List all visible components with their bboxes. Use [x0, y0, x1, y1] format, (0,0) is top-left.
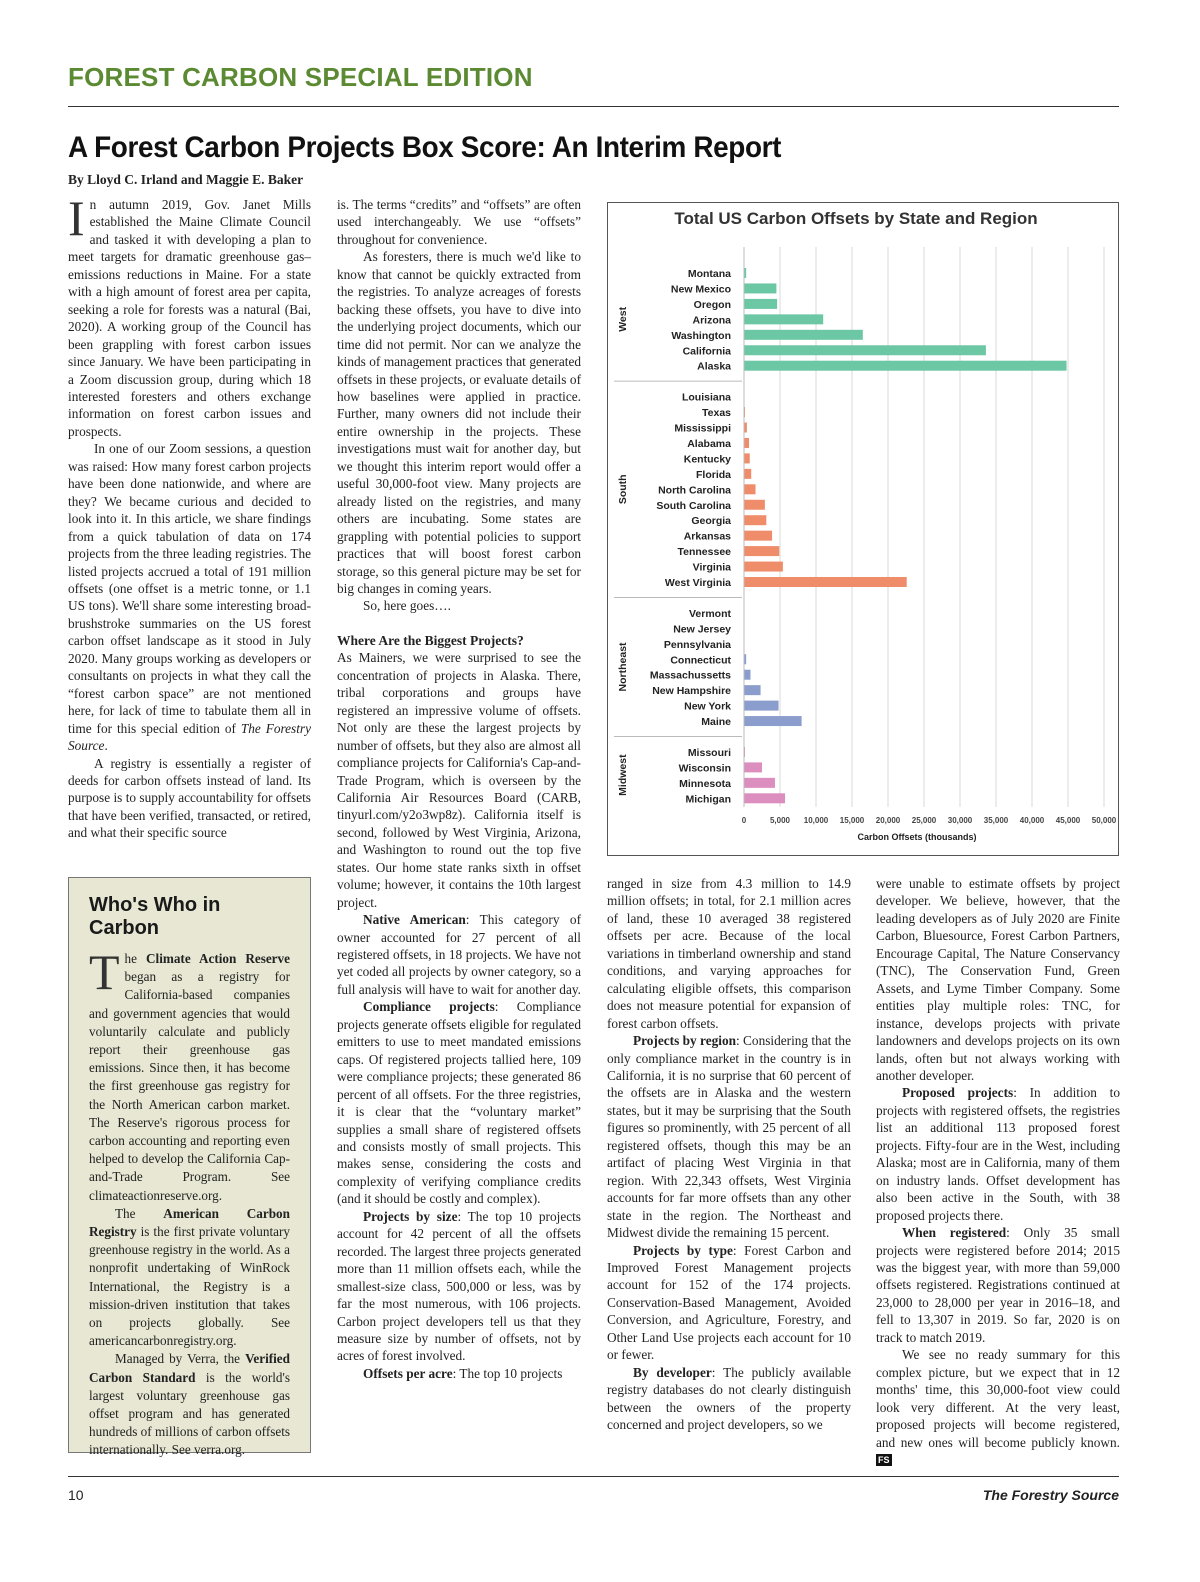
- chart-state-label: Arizona: [692, 314, 731, 327]
- chart-state-label: Missouri: [687, 746, 731, 759]
- chart-bar: [744, 500, 765, 510]
- chart-bar: [744, 577, 907, 587]
- chart-state-label: Virginia: [692, 561, 731, 574]
- chart-state-label: Pennsylvania: [663, 638, 731, 651]
- chart-bar: [744, 330, 863, 340]
- chart-state-label: New Hampshire: [652, 685, 731, 698]
- chart-tick-label: 30,000: [947, 816, 973, 825]
- chart-state-label: North Carolina: [658, 484, 731, 497]
- chart-state-label: South Carolina: [656, 499, 731, 512]
- chart-tick-label: 20,000: [875, 816, 901, 825]
- paragraph: Proposed projects: In addition to projects with registered offsets, the registries list an additional 113 proposed forest projects. Fifty-four are in the West, including Alaska; most are in California, many of them on industry lands. Offset development has also been active in the South, with 38 proposed projects there.: [876, 1085, 1121, 1223]
- article-title: A Forest Carbon Projects Box Score: An Interim Report: [68, 131, 782, 164]
- chart-region-label: South: [617, 474, 629, 505]
- chart-region-label: West: [617, 306, 629, 332]
- chart-bar: [744, 670, 750, 680]
- paragraph: We see no ready summary for this complex picture, but we expect that in 12 months' time, this 30,000-foot view could look very different. At the very least, proposed projects will become registered, and new ones will become publicly known. FS: [876, 1347, 1120, 1465]
- sidebar-paragraph: The Climate Action Reserve began as a registry for California-based companies and government agencies that would voluntarily calculate and publicly report their greenhouse gas emissions. Since then, it has become the first greenhouse gas registry for the North American carbon market. The Reserve's rigorous process for carbon accounting and reporting even helped to develop the California Cap-and-Trade Program. See climateactionreserve.org.: [89, 944, 290, 1203]
- paragraph: When registered: Only 35 small projects were registered before 2014; 2015 was the biggest year, with more than 59,000 offsets registered. Registrations continued at 23,000 to 28,000 per year in 2016–18, and fell to 13,307 in 2019. So far, 2020 is on track to match 2019.: [876, 1225, 1120, 1345]
- paragraph: Native American: This category of owner accounted for 27 percent of all registered offsets, in 18 projects. We have not yet coded all projects by owner category, so a full analysis will have to wait for another day.: [337, 912, 581, 997]
- column-2: [337, 196, 581, 1382]
- chart-bar: [744, 453, 750, 463]
- chart-state-label: Maine: [701, 716, 731, 729]
- paragraph: A registry is essentially a register of deeds for carbon offsets instead of land. Its purpose is to supply accountability for offsets that have been verified, transacted, or retired, and what their specific source: [68, 755, 311, 841]
- paragraph: So, here goes….: [363, 598, 451, 614]
- dropcap: I: [68, 190, 85, 246]
- chart-bar: [744, 314, 823, 324]
- paragraph: Projects by type: Forest Carbon and Improved Forest Management projects account for 152 of the 174 projects. Conservation-Based Management, Avoided Conversion, and Agriculture, Forestry, and Other Land Use projects each account for 10 or fewer.: [607, 1242, 851, 1363]
- chart-x-axis-label: Carbon Offsets (thousands): [857, 832, 977, 842]
- paragraph: In one of our Zoom sessions, a question was raised: How many forest carbon projects have been done nationwide, and where are they? We became curious and decided to look into it. In this article, we share findings from a quick tabulation of data on 174 projects from the three leading registries. The listed projects accrued a total of 191 million offsets (one offset is a metric tonne, or 1.1 US tons). We'll share some interesting broad-brushstroke summaries on the US forest carbon offset landscape as it stood in July 2020. Many groups working as developers or consultants on projects in what they call the “forest carbon space” are not mentioned here, for lack of time to tabulate them all in time for this special edition of The Forestry Source.: [68, 441, 311, 754]
- chart-bar: [744, 685, 761, 695]
- chart-state-label: Alabama: [687, 437, 731, 450]
- chart-bar: [744, 762, 762, 772]
- chart-tick-label: 50,000: [1091, 816, 1117, 825]
- page-number: 10: [68, 1487, 84, 1503]
- sidebar-whos-who: [68, 877, 311, 1458]
- chart-region-label: Northeast: [617, 642, 629, 692]
- chart-bar: [744, 515, 766, 525]
- chart-tick-label: 45,000: [1055, 816, 1081, 825]
- chart-state-label: Massachussetts: [649, 669, 731, 682]
- chart-tick-label: 40,000: [1019, 816, 1045, 825]
- chart-state-label: Texas: [702, 407, 731, 420]
- paragraph: Projects by size: The top 10 projects account for 42 percent of all the offsets recorded. The largest three projects generated more than 11 million offsets each, while the smallest-size class, 500,000 or less, was by far the most numerous, with 106 projects. Carbon project developers tell us that they measure size by number of offsets, not by acres of forest involved.: [337, 1208, 581, 1364]
- chart-tick-label: 15,000: [839, 816, 865, 825]
- chart-bar: [744, 484, 756, 494]
- chart-bar: [744, 299, 777, 309]
- chart-tick-label: 35,000: [983, 816, 1009, 825]
- chart-bar: [744, 469, 751, 479]
- sidebar-paragraph: The American Carbon Registry is the first private voluntary greenhouse registry in the world. As a nonprofit undertaking of WinRock International, the Registry is a mission-driven institution that takes on projects globally. See americancarbonregistry.org.: [89, 1205, 290, 1349]
- column-4: [876, 875, 1120, 1468]
- chart-state-label: West Virginia: [664, 577, 731, 589]
- chart-state-label: New Jersey: [673, 623, 731, 636]
- chart-state-label: California: [682, 345, 731, 358]
- chart-state-label: Tennessee: [677, 546, 731, 559]
- chart-bar: [744, 283, 776, 293]
- chart-state-label: New Mexico: [670, 283, 731, 296]
- chart-region-label: Midwest: [617, 754, 629, 796]
- publication-name: The Forestry Source: [982, 1487, 1119, 1503]
- chart-offsets-by-state: [607, 202, 1119, 856]
- chart-bar: [744, 562, 783, 572]
- chart-bar: [744, 716, 802, 726]
- chart-title: Total US Carbon Offsets by State and Region: [674, 209, 1038, 228]
- chart-state-label: Louisiana: [681, 391, 731, 404]
- chart-state-label: Florida: [695, 468, 731, 481]
- chart-state-label: Montana: [687, 268, 731, 280]
- column-1: [68, 190, 311, 842]
- top-rule: [68, 106, 1119, 107]
- fs-end-mark: FS: [878, 1454, 890, 1465]
- chart-state-label: Kentucky: [683, 453, 731, 466]
- chart-state-label: Georgia: [691, 515, 731, 528]
- paragraph: Offsets per acre: The top 10 projects: [363, 1365, 563, 1381]
- chart-tick-label: 25,000: [911, 816, 937, 825]
- chart-bar: [744, 546, 779, 556]
- chart-bar: [744, 438, 749, 448]
- chart-state-label: Minnesota: [679, 777, 731, 790]
- sidebar-paragraph: Managed by Verra, the Verified Carbon Standard is the world's largest voluntary greenhouse gas offset program and has generated hundreds of millions of carbon offsets internationally. See verra.org.: [89, 1351, 290, 1458]
- publication-italic: The Forestry Source: [68, 720, 311, 754]
- paragraph: is. The terms “credits” and “offsets” are often used interchangeably. We use “offsets” throughout for convenience.: [337, 197, 581, 247]
- paragraph: were unable to estimate offsets by project developer. We believe, however, that the leading developers as of July 2020 are Finite Carbon, Bluesource, Forest Carbon Partners, Encourage Capital, The Nature Conservancy (TNC), The Conservation Fund, Green Assets, and Lyme Timber Company. Some entities play multiple roles: TNC, for instance, develops projects with private landowners and develops projects on its own lands, often but not always working with another developer.: [876, 876, 1120, 1083]
- chart-bar: [744, 701, 779, 711]
- dropcap: T: [89, 944, 120, 1000]
- chart-state-label: Washington: [671, 329, 731, 342]
- chart-bar: [744, 345, 986, 355]
- chart-tick-label: 0: [741, 816, 747, 825]
- chart-state-label: Oregon: [693, 298, 731, 311]
- paragraph: Compliance projects: Compliance projects generate offsets eligible for regulated emitters to use to meet mandated emissions caps. Of registered projects tallied here, 109 were compliance projects; these generated 86 percent of all offsets. For the three registries, it is clear that the “voluntary market” supplies a small share of registered offsets and consists mostly of small projects. This makes sense, considering the costs and complexity of verifying compliance credits (and it should be costly and complex).: [337, 999, 581, 1207]
- subheading: Where Are the Biggest Projects?: [337, 632, 524, 648]
- chart-canvas: [608, 203, 1118, 855]
- sidebar-title: Who's Who in Carbon: [89, 894, 221, 939]
- chart-state-label: Wisconsin: [678, 762, 731, 775]
- paragraph: By developer: The publicly available registry databases do not clearly distinguish between the owners of the property concerned and project developers, so we: [607, 1364, 852, 1433]
- chart-state-label: Connecticut: [670, 654, 731, 667]
- chart-bar: [744, 793, 785, 803]
- chart-state-label: New York: [684, 700, 731, 713]
- chart-bar: [744, 361, 1067, 371]
- paragraph: As Mainers, we were surprised to see the concentration of projects in Alaska. There, tribal corporations and groups have registered an impressive volume of offsets. Not only are these the largest projects by number of offsets, but they also are almost all compliance projects for California's Cap-and-Trade Program, which is overseen by the California Air Resources Board (CARB, tinyurl.com/y2o3wp8z). California itself is second, followed by West Virginia, Arizona, and Washington to round out the top five states. Our home state ranks sixth in offset volume; however, it contains the 10th largest project.: [337, 650, 581, 910]
- paragraph: Projects by region: Considering that the only compliance market in the country is in California, it is no surprise that 60 percent of the offsets are in Alaska and the western states, but it may be surprising that the South figures so prominently, with 25 percent of all registered offsets, though this may be an artifact of placing West Virginia in that region. With 22,343 offsets, West Virginia accounts for far more offsets than any other state in the region. The Northeast and Midwest divide the remaining 15 percent.: [607, 1033, 851, 1241]
- paragraph: As foresters, there is much we'd like to know that cannot be quickly extracted from the registries. To analyze acreages of forests backing these offsets, you have to dive into the underlying project documents, which our time did not permit. Nor can we analyze the kinds of management practices that generated offsets in these projects, or evaluate details of how baselines were applied in practice. Further, many owners did not include their entire ownership in the projects. These investigations must wait for another day, but we thought this interim report would offer a useful 30,000-foot view. Many projects are already listed on the registries, and many others are incubating. Some states are grappling with potential policies to support practices that will boost forest carbon storage, so this general picture may be set for big changes in coming years.: [337, 249, 581, 596]
- chart-tick-label: 5,000: [769, 816, 791, 825]
- chart-state-label: Alaska: [697, 360, 731, 373]
- byline: By Lloyd C. Irland and Maggie E. Baker: [68, 172, 304, 187]
- paragraph: ranged in size from 4.3 million to 14.9 million offsets; in total, for 2.1 million acres of land, these 10 averaged 38 registered offsets per acre. Because of the local variations in timberland ownership and stand conditions, and varying approaches for calculating eligible offsets, this comparison does not measure potential for expansion of forest carbon offsets.: [607, 876, 851, 1031]
- chart-state-label: Arkansas: [683, 530, 731, 543]
- paragraph: In autumn 2019, Gov. Janet Mills established the Maine Climate Council and tasked it with developing a plan to meet targets for dramatic greenhouse gas–emissions reductions in Maine. For a state with a high amount of forest area per capita, seeking a role for forests was a natural (Bai, 2020). A working group of the Council has been grappling with forest carbon issues since January. We have been participating in a Zoom discussion group, during which 18 interested foresters and others exchange information on forest carbon issues and prospects.: [68, 190, 311, 439]
- chart-state-label: Mississippi: [674, 422, 731, 435]
- chart-state-label: Vermont: [688, 607, 731, 620]
- chart-bar: [744, 778, 775, 788]
- bottom-rule: [68, 1476, 1119, 1477]
- section-label: FOREST CARBON SPECIAL EDITION: [68, 62, 533, 92]
- column-3: [607, 875, 851, 1434]
- chart-bar: [744, 531, 772, 541]
- chart-tick-label: 10,000: [803, 816, 829, 825]
- chart-state-label: Michigan: [685, 793, 731, 806]
